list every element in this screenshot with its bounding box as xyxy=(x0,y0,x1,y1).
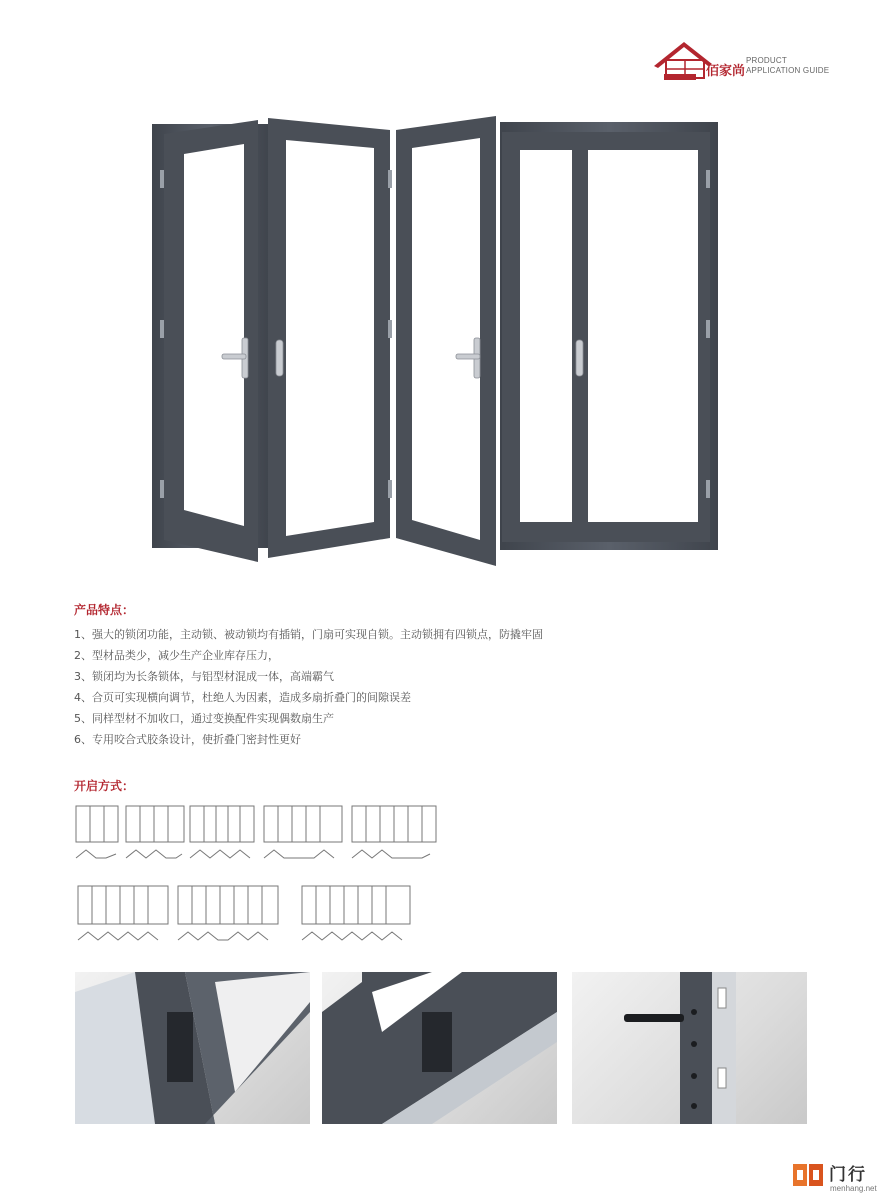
brand-tagline-line2: APPLICATION GUIDE xyxy=(746,66,830,75)
footer-site-url: menhang.net xyxy=(830,1184,877,1193)
list-item: 4、合页可实现横向调节，杜绝人为因素，造成多扇折叠门的间隙误差 xyxy=(74,691,411,704)
features-list xyxy=(74,624,834,750)
hinge-detail-photo xyxy=(75,972,310,1124)
footer-site-name: 门行 xyxy=(829,1165,867,1185)
list-item: 2、型材品类少，减少生产企业库存压力， xyxy=(74,649,279,662)
list-item: 6、专用咬合式胶条设计，使折叠门密封性更好 xyxy=(74,733,301,746)
opening-modes-diagram xyxy=(74,800,444,950)
lock-detail-photo xyxy=(572,972,807,1124)
features-title: 产品特点： xyxy=(74,603,135,617)
brand-name: 佰家尚 xyxy=(706,64,746,79)
folding-door-image xyxy=(140,110,730,570)
frame-profile-photo xyxy=(322,972,557,1124)
brand-tagline-line1: PRODUCT xyxy=(746,56,787,65)
modes-title: 开启方式： xyxy=(74,779,135,793)
list-item: 3、锁闭均为长条锁体，与铝型材混成一体，高端霸气 xyxy=(74,670,334,683)
list-item: 1、强大的锁闭功能，主动锁、被动锁均有插销，门扇可实现自锁。主动锁拥有四锁点，防撬牢固 xyxy=(74,628,543,641)
brand-tagline xyxy=(746,56,829,76)
list-item: 5、同样型材不加收口，通过变换配件实现偶数扇生产 xyxy=(74,712,334,725)
